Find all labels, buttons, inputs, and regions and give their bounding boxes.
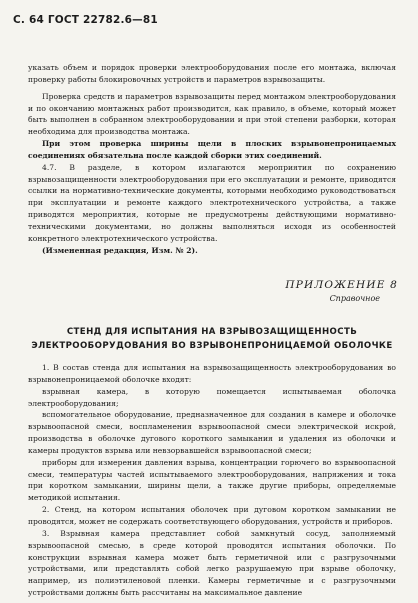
item-2: 2. Стенд, на котором испытания оболочек при дуговом коротком замыкании не проводятся, может не содержать соответствующего оборудования, устройств и приборов. bbox=[28, 505, 396, 526]
edit-note: (Измененная редакция, Изм. № 2). bbox=[42, 245, 198, 255]
item-1-instruments: приборы для измерения давления взрыва, концентрации горючего во взрывоопасной смеси, температуры частей испытываемого электрооборудования, напряжения и тока при коротком замыкании, ширины щели, а также другие приборы, определяемые методикой испытания. bbox=[28, 457, 396, 503]
page-header: С. 64 ГОСТ 22782.6—81 bbox=[13, 14, 158, 26]
document-title-line-1: СТЕНД ДЛЯ ИСПЫТАНИЯ НА ВЗРЫВОЗАЩИЩЕННОСТЬ bbox=[66, 327, 358, 337]
section-stand-description bbox=[28, 362, 396, 599]
item-1-chamber: взрывная камера, в которую помещается испытываемая оболочка электрооборудования; bbox=[28, 386, 396, 408]
document-title-line-2: ЭЛЕКТРООБОРУДОВАНИЯ ВО ВЗРЫВОНЕПРОНИЦАЕМОЙ ОБОЛОЧКЕ bbox=[31, 341, 393, 351]
paragraph-4-7: 4.7. В разделе, в котором излагаются мероприятия по сохранению взрывозащищенности электрооборудования при его эксплуатации и ремонте, приводятся ссылки на нормативно-технические документы, которыми необходимо руководствоваться при эксплуатации и ремонте каждого электротехнического устройства, а также приводятся мероприятия, которые не предусмотрены действующими нормативно-техническими документами, но должны выполняться исходя из особенностей конкретного электротехнического устройства. bbox=[28, 162, 396, 243]
item-1-auxiliary-equipment: вспомогательное оборудование, предназначенное для создания в камере и оболочке взрывоопасной смеси, воспламенения взрывоопасной смеси электрической искрой, производства в оболочке дугового короткого замыкания и удаления из оболочки и камеры продуктов взрыва или невзорвавшейся взрывоопасной смеси; bbox=[28, 410, 396, 455]
appendix-heading bbox=[285, 279, 398, 303]
item-3: 3. Взрывная камера представляет собой замкнутый сосуд, заполняемый взрывоопасной смесью, в среде которой проводятся испытания оболочки. По конструкции взрывная камера может быть герметичной или с разгрузочными устройствами, или представлять собой легко разрушаемую при взрыве оболочку, например, из полиэтиленовой пленки. Камеры герметичные и с разгрузочными устройствами должны быть рассчитаны на максимальное давление bbox=[28, 528, 396, 598]
document-title bbox=[26, 325, 398, 353]
item-1: 1. В состав стенда для испытания на взрывозащищенность электрооборудования во взрывонепроницаемой оболочке входят: bbox=[28, 363, 396, 384]
appendix-title: ПРИЛОЖЕНИЕ 8 bbox=[285, 279, 398, 291]
paragraph-gap-check: При этом проверка ширины щели в плоских взрывонепроницаемых соединениях обязательна после каждой сборки этих соединений. bbox=[28, 139, 396, 160]
paragraph-check-scope: указать объем и порядок проверки электрооборудования после его монтажа, включая проверку работы блокировочных устройств и параметров взрывозащиты. bbox=[28, 63, 396, 84]
section-installation-text bbox=[28, 62, 396, 257]
paragraph-explosion-protection-check: Проверка средств и параметров взрывозащиты перед монтажом электрооборудования и по окончанию монтажных работ производится, как правило, в объеме, который может быть выполнен в собранном электрооборудовании и при этой степени разборки, которая необходима для производства монтажа. bbox=[28, 91, 396, 137]
appendix-subtitle: Справочное bbox=[329, 294, 380, 303]
